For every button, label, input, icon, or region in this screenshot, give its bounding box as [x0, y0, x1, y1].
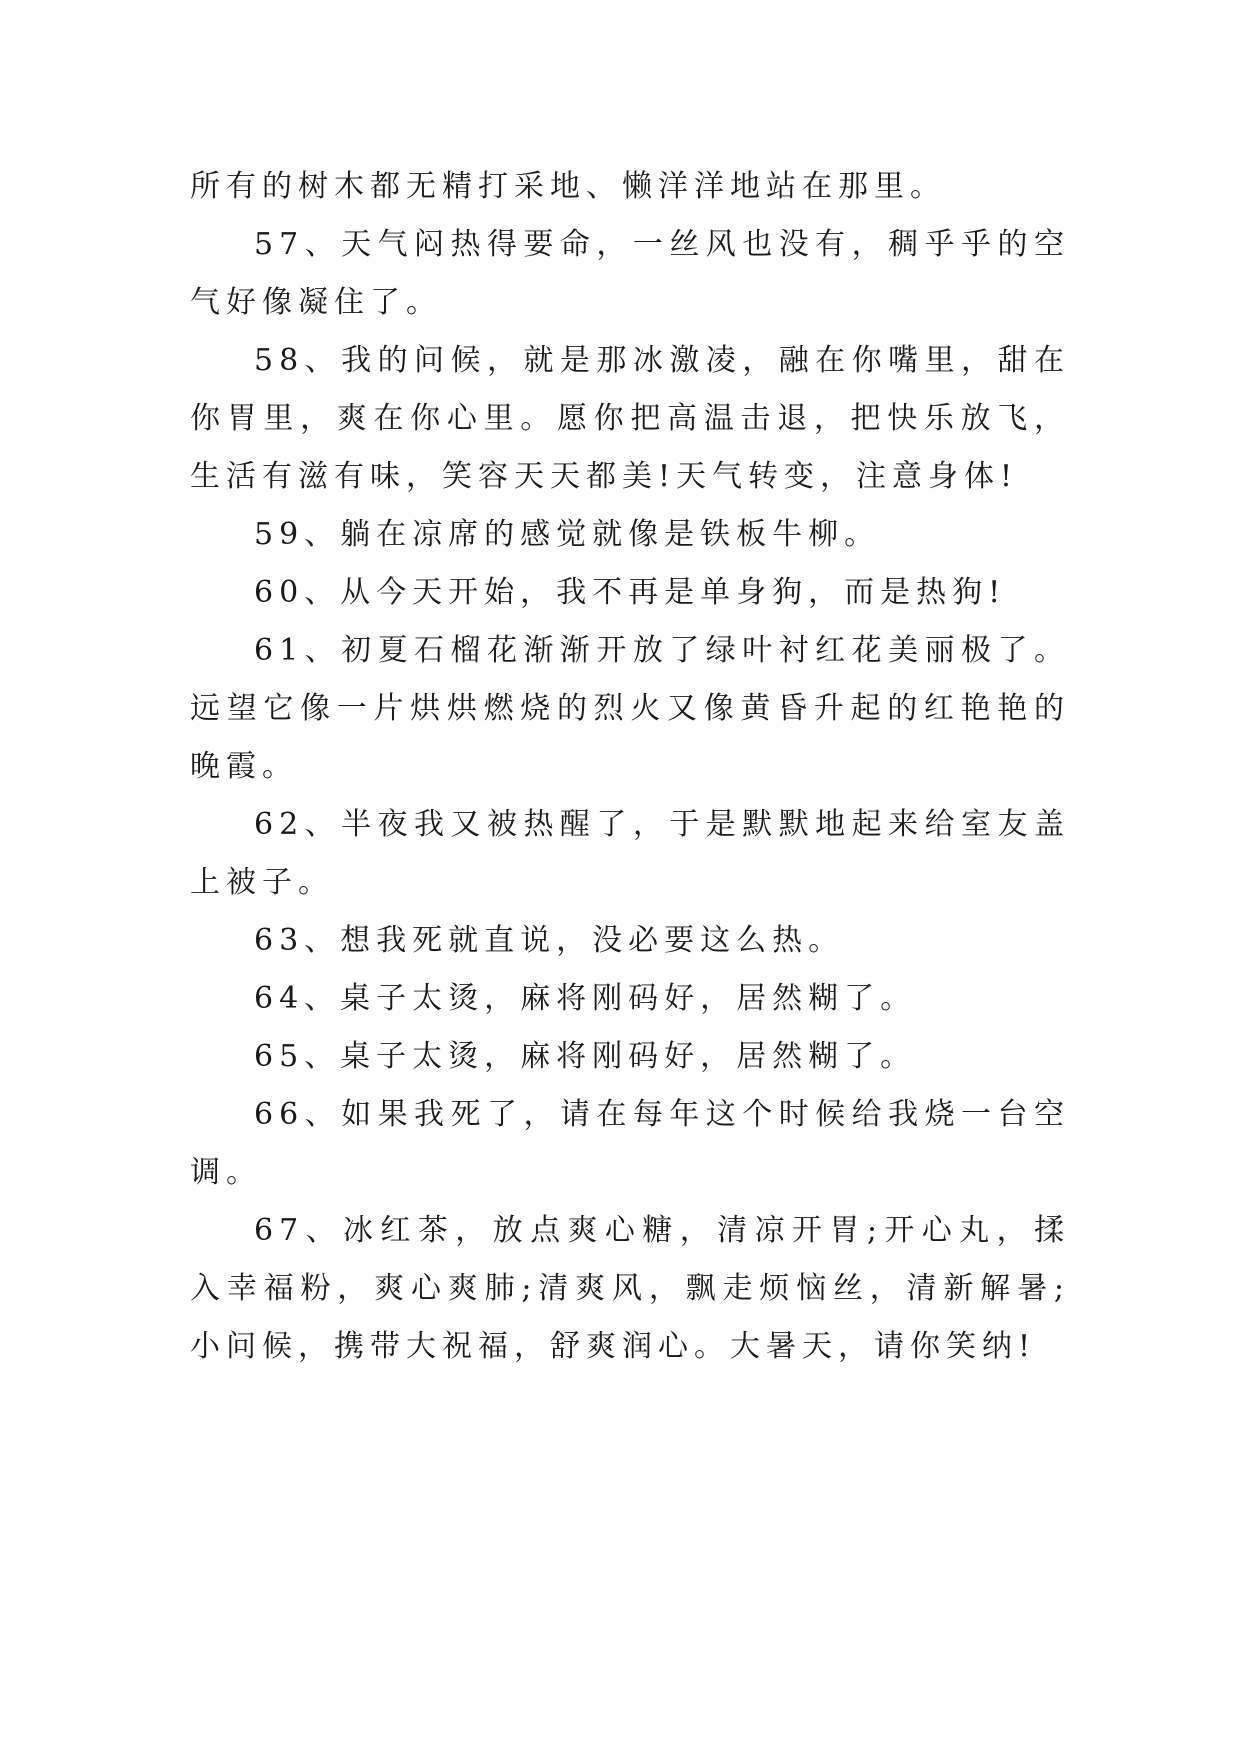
paragraph-58: 58、我的问候，就是那冰激凌，融在你嘴里，甜在你胃里，爽在你心里。愿你把高温击退，把快乐放飞，生活有滋有味，笑容天天都美!天气转变，注意身体! [190, 343, 1070, 494]
paragraph-62: 62、半夜我又被热醒了，于是默默地起来给室友盖上被子。 [190, 807, 1070, 900]
paragraph-61: 61、初夏石榴花渐渐开放了绿叶衬红花美丽极了。远望它像一片烘烘燃烧的烈火又像黄昏升起的红艳艳的晚霞。 [190, 633, 1070, 784]
paragraph-67: 67、冰红茶，放点爽心糖，清凉开胃;开心丸，揉入幸福粉，爽心爽肺;清爽风，飘走烦恼丝，清新解暑;小问候，携带大祝福，舒爽润心。大暑天，请你笑纳! [190, 1213, 1070, 1364]
paragraph-57: 57、天气闷热得要命，一丝风也没有，稠乎乎的空气好像凝住了。 [190, 227, 1070, 320]
paragraph-59: 59、躺在凉席的感觉就像是铁板牛柳。 [254, 517, 881, 552]
paragraph-64: 64、桌子太烫，麻将刚码好，居然糊了。 [254, 981, 917, 1016]
paragraph-66: 66、如果我死了，请在每年这个时候给我烧一台空调。 [190, 1097, 1070, 1190]
paragraph-continuation: 所有的树木都无精打采地、懒洋洋地站在那里。 [190, 169, 946, 204]
document-body [190, 158, 1070, 1376]
paragraph-60: 60、从今天开始，我不再是单身狗，而是热狗! [254, 575, 1007, 610]
paragraph-65: 65、桌子太烫，麻将刚码好，居然糊了。 [254, 1039, 917, 1074]
paragraph-63: 63、想我死就直说，没必要这么热。 [254, 923, 845, 958]
